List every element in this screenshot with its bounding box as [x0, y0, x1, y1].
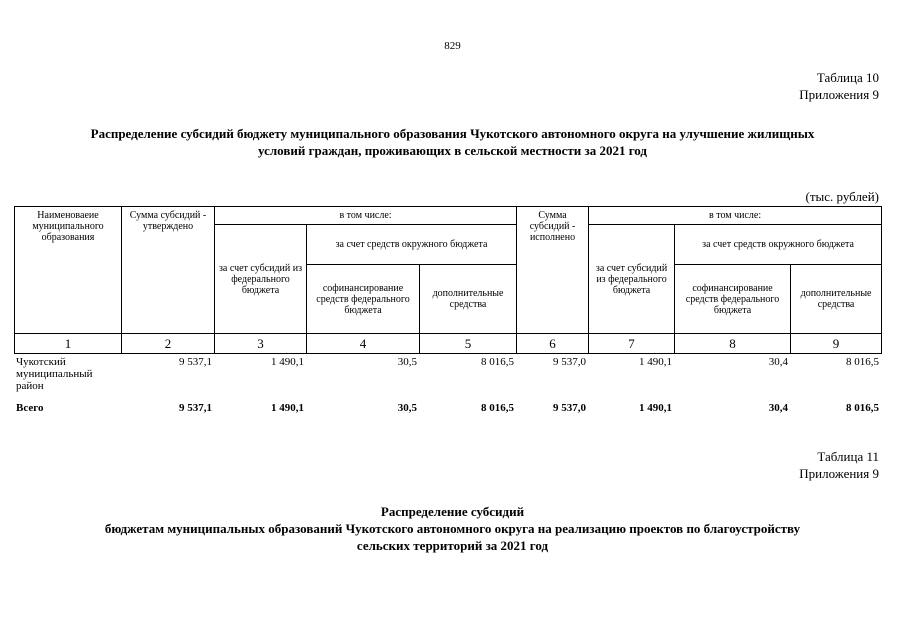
cell-federal-executed: 1 490,1	[639, 402, 672, 414]
table10-title-line1: Распределение субсидий бюджету муниципального образования Чукотского автономного округа на улучшение жилищных	[90, 126, 815, 141]
table10-title	[0, 125, 905, 159]
column-number: 8	[675, 334, 791, 354]
cell-executed: 9 537,0	[553, 402, 586, 414]
column-number: 7	[589, 334, 675, 354]
page-number: 829	[444, 40, 461, 52]
header-including-1: в том числе:	[215, 207, 517, 225]
header-cofinancing-2: софинансирование средств федерального бюджета	[675, 265, 791, 334]
table11-ref-line2: Приложения 9	[799, 466, 879, 481]
table10-body	[14, 356, 881, 416]
cell-federal: 1 490,1	[271, 402, 304, 414]
table10-header	[14, 206, 882, 354]
header-district-2: за счет средств окружного бюджета	[675, 225, 882, 265]
column-numbers-row	[15, 334, 882, 354]
header-approved: Сумма субсидий - утверждено	[122, 207, 215, 334]
column-number: 4	[307, 334, 420, 354]
row-total-label: Всего	[16, 402, 44, 414]
table-row	[14, 356, 881, 402]
table10-reference	[799, 69, 879, 103]
cell-additional: 8 016,5	[481, 402, 514, 414]
cell-cofinancing: 30,5	[397, 402, 417, 414]
column-number: 3	[215, 334, 307, 354]
units-label: (тыс. рублей)	[805, 189, 879, 204]
header-executed: Сумма субсидий - исполнено	[517, 207, 589, 334]
header-including-2: в том числе:	[589, 207, 882, 225]
header-cofinancing-1: софинансирование средств федерального бюджета	[307, 265, 420, 334]
column-number: 2	[122, 334, 215, 354]
header-federal-1: за счет субсидий из федерального бюджета	[215, 225, 307, 334]
table11-title-line2: бюджетам муниципальных образований Чукотского автономного округа на реализацию проектов по благоустройству	[104, 521, 801, 536]
table10-ref-line2: Приложения 9	[799, 87, 879, 102]
cell-additional: 8 016,5	[481, 356, 514, 368]
header-municipality: Наименоваеие муниципального образования	[15, 207, 122, 334]
cell-federal-executed: 1 490,1	[639, 356, 672, 368]
cell-cofinancing-executed: 30,4	[768, 356, 788, 368]
table11-title-line1: Распределение субсидий	[380, 504, 525, 519]
table11-title-line3: сельских территорий за 2021 год	[356, 538, 549, 553]
table10-ref-line1: Таблица 10	[816, 70, 879, 85]
cell-approved: 9 537,1	[179, 402, 212, 414]
column-number: 1	[15, 334, 122, 354]
cell-additional-executed: 8 016,5	[846, 402, 879, 414]
table11-title	[0, 503, 905, 554]
cell-cofinancing: 30,5	[397, 356, 417, 368]
header-additional-2: дополнительные средства	[791, 265, 882, 334]
header-district-1: за счет средств окружного бюджета	[307, 225, 517, 265]
cell-approved: 9 537,1	[179, 356, 212, 368]
cell-federal: 1 490,1	[271, 356, 304, 368]
column-number: 6	[517, 334, 589, 354]
header-additional-1: дополнительные средства	[420, 265, 517, 334]
cell-executed: 9 537,0	[553, 356, 586, 368]
table-row-total	[14, 402, 881, 416]
cell-cofinancing-executed: 30,4	[768, 402, 788, 414]
row-municipality-name: Чукотский муниципальный район	[16, 356, 93, 392]
column-number: 9	[791, 334, 882, 354]
column-number: 5	[420, 334, 517, 354]
cell-additional-executed: 8 016,5	[846, 356, 879, 368]
table10-title-line2: условий граждан, проживающих в сельской местности за 2021 год	[258, 143, 647, 158]
header-federal-2: за счет субсидий из федерального бюджета	[589, 225, 675, 334]
table11-reference	[799, 448, 879, 482]
table11-ref-line1: Таблица 11	[817, 449, 879, 464]
